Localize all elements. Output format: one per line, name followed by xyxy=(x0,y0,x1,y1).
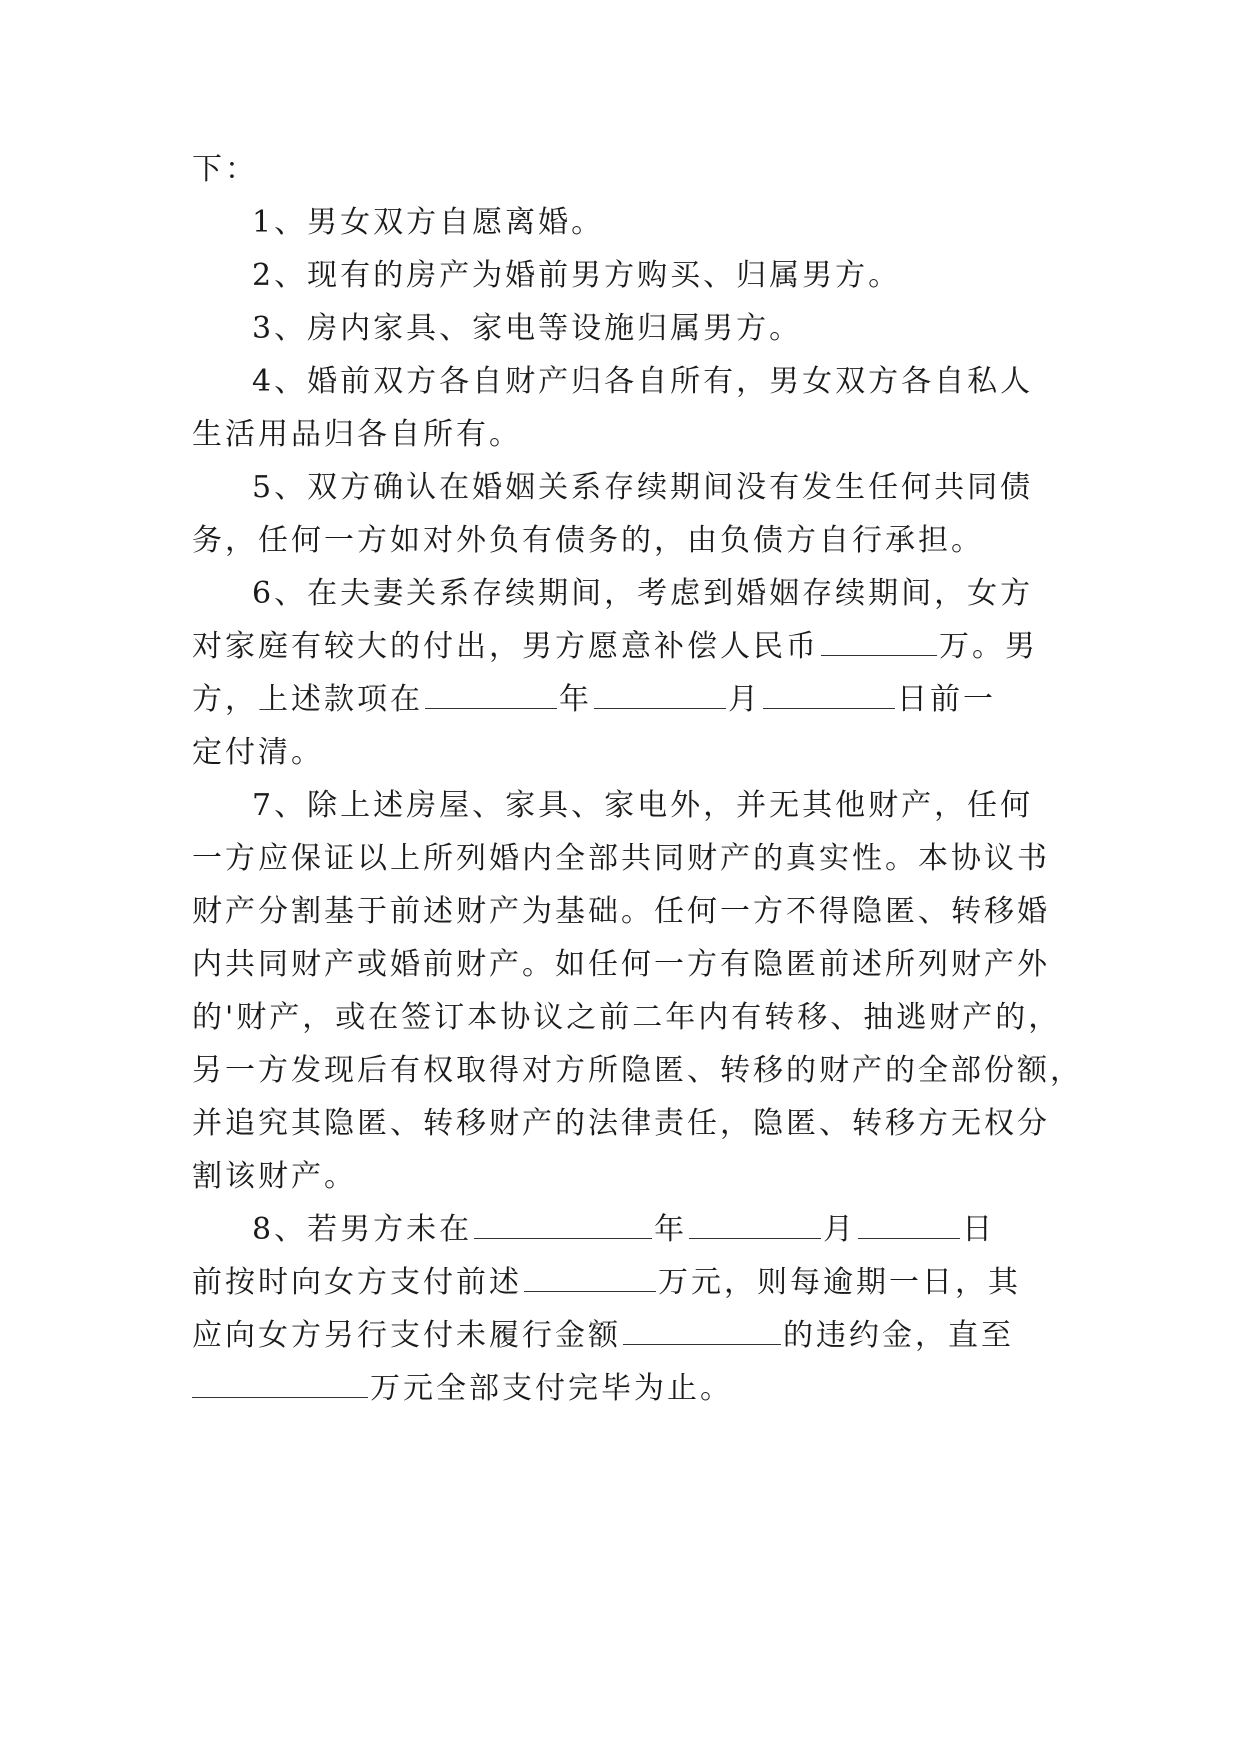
clause-7 xyxy=(252,786,1033,826)
line-text: 年 xyxy=(559,682,592,717)
clause-7-cont xyxy=(192,998,1061,1038)
line-text: 万元全部支付完毕为止。 xyxy=(370,1371,733,1406)
line-text: 生活用品归各自所有。 xyxy=(192,417,522,452)
line-text: 务，任何一方如对外负有债务的，由负债方自行承担。 xyxy=(192,523,984,558)
clause-7-cont xyxy=(192,892,1050,932)
line-text: 万元，则每逾期一日，其 xyxy=(658,1265,1021,1300)
line-text: 一方应保证以上所列婚内全部共同财产的真实性。本协议书 xyxy=(192,841,1050,876)
line-text: 方，上述款项在 xyxy=(192,682,423,717)
line-text: 2、现有的房产为婚前男方购买、归属男方。 xyxy=(252,258,902,293)
fill-blank[interactable] xyxy=(763,680,895,709)
clause-6 xyxy=(252,574,1033,614)
clause-4 xyxy=(252,362,1033,402)
line-text: 割该财产。 xyxy=(192,1159,357,1194)
fill-blank[interactable] xyxy=(524,1263,656,1292)
line-text: 3、房内家具、家电等设施归属男方。 xyxy=(252,311,803,346)
line-text: 日 xyxy=(962,1212,996,1247)
line-text: 另一方发现后有权取得对方所隐匿、转移的财产的全部份额， xyxy=(192,1053,1083,1088)
fill-blank[interactable] xyxy=(858,1210,960,1239)
clause-1 xyxy=(252,203,604,243)
line-text: 1、男女双方自愿离婚。 xyxy=(252,205,605,240)
fill-blank[interactable] xyxy=(689,1210,821,1239)
line-text: 5、双方确认在婚姻关系存续期间没有发生任何共同债 xyxy=(252,470,1034,505)
line-text: 下： xyxy=(192,152,258,187)
clause-7-cont xyxy=(192,839,1050,879)
clause-3 xyxy=(252,309,802,349)
line-text: 内共同财产或婚前财产。如任何一方有隐匿前述所列财产外 xyxy=(192,947,1050,982)
line-text: 的'财产，或在签订本协议之前二年内有转移、抽逃财产的， xyxy=(192,1000,1062,1035)
clause-7-cont xyxy=(192,1157,357,1197)
line-text: 对家庭有较大的付出，男方愿意补偿人民币 xyxy=(192,629,819,664)
clause-8-cont xyxy=(192,1316,1014,1356)
line-text: 4、婚前双方各自财产归各自所有，男女双方各自私人 xyxy=(252,364,1034,399)
clause-8-cont xyxy=(192,1263,1021,1303)
clause-5 xyxy=(252,468,1033,508)
line-text: 并追究其隐匿、转移财产的法律责任，隐匿、转移方无权分 xyxy=(192,1106,1050,1141)
line-text: 应向女方另行支付未履行金额 xyxy=(192,1318,621,1353)
clause-6-cont xyxy=(192,627,1038,667)
clause-7-cont xyxy=(192,945,1050,985)
line-text: 日前一 xyxy=(897,682,996,717)
clause-8-cont xyxy=(192,1369,733,1409)
clause-6-cont xyxy=(192,680,996,720)
fill-blank[interactable] xyxy=(594,680,726,709)
line-text: 定付清。 xyxy=(192,735,324,770)
line-text: 前按时向女方支付前述 xyxy=(192,1265,522,1300)
line-text: 6、在夫妻关系存续期间，考虑到婚姻存续期间，女方 xyxy=(252,576,1034,611)
fill-blank[interactable] xyxy=(192,1369,368,1398)
clause-5-cont xyxy=(192,521,984,561)
clause-2 xyxy=(252,256,901,296)
line-text: 月 xyxy=(728,682,761,717)
fill-blank[interactable] xyxy=(474,1210,652,1239)
line-text: 的违约金，直至 xyxy=(783,1318,1014,1353)
text-line xyxy=(192,150,258,190)
line-text: 财产分割基于前述财产为基础。任何一方不得隐匿、转移婚 xyxy=(192,894,1050,929)
line-text: 月 xyxy=(823,1212,857,1247)
clause-4-cont xyxy=(192,415,522,455)
line-text: 7、除上述房屋、家具、家电外，并无其他财产，任何 xyxy=(252,788,1034,823)
clause-8 xyxy=(252,1210,995,1250)
clause-6-cont xyxy=(192,733,324,773)
line-text: 年 xyxy=(654,1212,688,1247)
line-text: 万。男 xyxy=(939,629,1038,664)
fill-blank[interactable] xyxy=(425,680,557,709)
clause-7-cont xyxy=(192,1104,1050,1144)
fill-blank[interactable] xyxy=(821,627,937,656)
clause-7-cont xyxy=(192,1051,1083,1091)
line-text: 8、若男方未在 xyxy=(252,1212,473,1247)
fill-blank[interactable] xyxy=(623,1316,781,1345)
